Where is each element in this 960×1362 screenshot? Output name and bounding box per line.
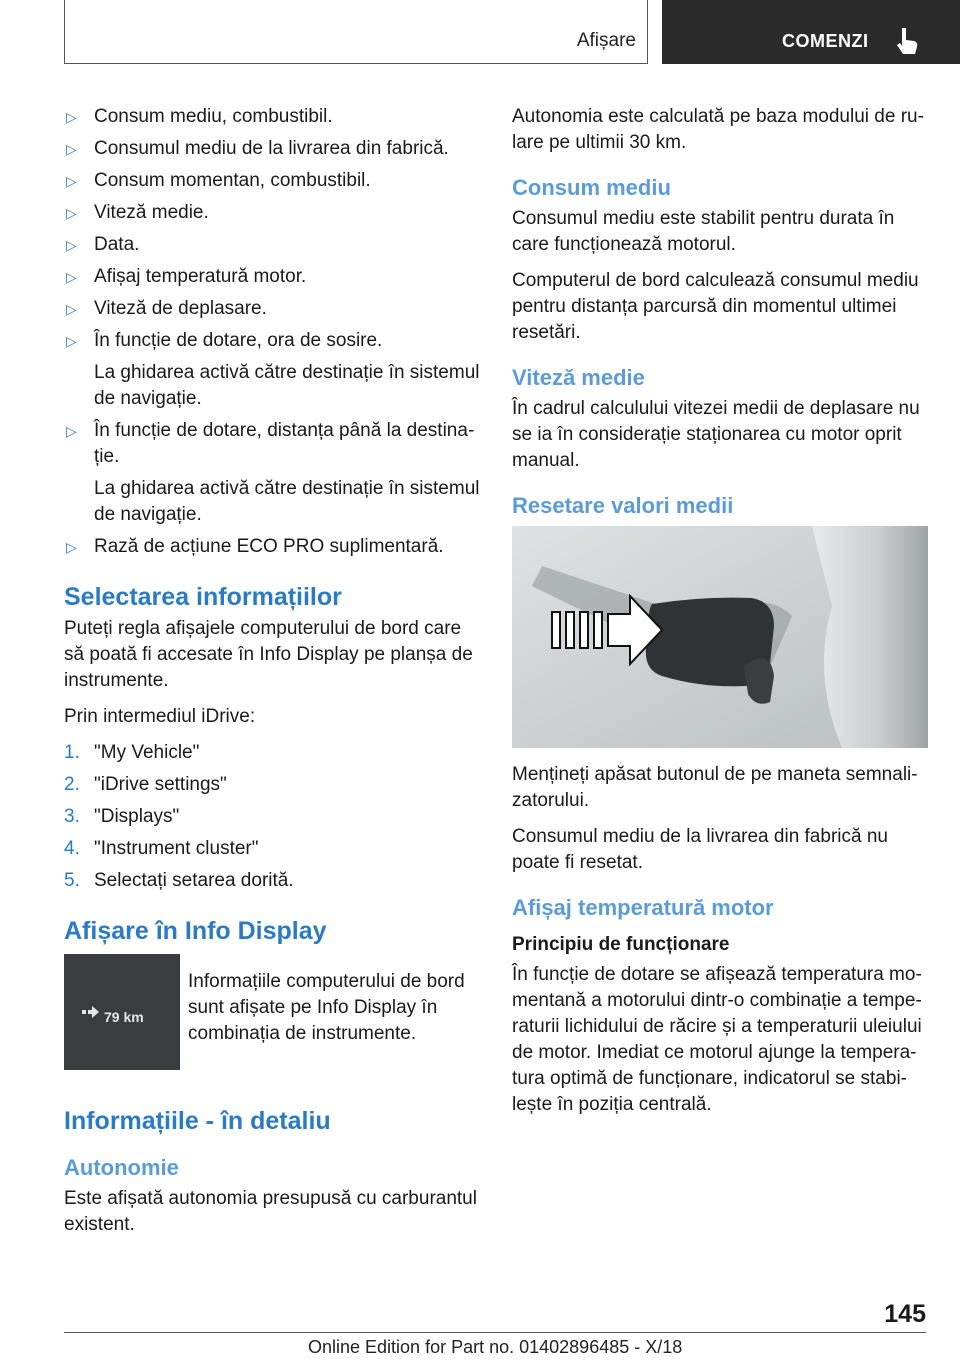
triangle-bullet-icon: ▷ bbox=[66, 109, 77, 125]
list-item-text: Viteză de deplasare. bbox=[94, 298, 267, 319]
list-item-text: Data. bbox=[94, 234, 140, 255]
list-item-subtext: La ghidarea activă către destinație în sistemul de navigație. bbox=[94, 362, 480, 409]
display-range-value: 79 km bbox=[104, 1009, 144, 1025]
step-text: "My Vehicle" bbox=[94, 742, 200, 763]
paragraph: Informațiile computerului de bord sunt afișate pe Info Display în combinația de instrumente. bbox=[188, 971, 465, 1044]
list-item bbox=[64, 868, 480, 894]
list-item-text: În funcție de dotare, distanța până la destinație. bbox=[94, 420, 475, 467]
header-box bbox=[64, 0, 648, 64]
header-section-title: Afișare bbox=[576, 30, 636, 51]
range-arrow-icon bbox=[82, 1006, 100, 1018]
list-item bbox=[64, 296, 480, 322]
right-column bbox=[512, 104, 928, 1128]
step-number: 3. bbox=[64, 806, 80, 827]
list-item bbox=[64, 168, 480, 194]
hand-pointer-icon bbox=[894, 26, 922, 56]
list-item-text: Afișaj temperatură motor. bbox=[94, 266, 307, 287]
list-item-text: În funcție de dotare, ora de sosire. bbox=[94, 330, 383, 351]
info-display-block bbox=[64, 954, 480, 1084]
paragraph: În cadrul calculului vitezei medii de deplasare nu se ia în considerație staționarea cu motor oprit manual. bbox=[512, 398, 920, 471]
paragraph: Autonomia este calculată pe baza modului de rulare pe ultimii 30 km. bbox=[512, 106, 924, 153]
step-text: "Displays" bbox=[94, 806, 180, 827]
list-item-text: Viteză medie. bbox=[94, 202, 209, 223]
bullet-list bbox=[64, 104, 480, 560]
list-item bbox=[64, 804, 480, 830]
step-text: "iDrive settings" bbox=[94, 774, 227, 795]
list-item-text: Consum mediu, combustibil. bbox=[94, 106, 333, 127]
step-number: 1. bbox=[64, 742, 80, 763]
list-item-text: Consum momentan, combustibil. bbox=[94, 170, 371, 191]
footer-divider bbox=[64, 1332, 926, 1333]
triangle-bullet-icon: ▷ bbox=[66, 301, 77, 317]
list-item-text: Consumul mediu de la livrarea din fabrică. bbox=[94, 138, 449, 159]
paragraph: În funcție de dotare se afișează temperatura momentană a motorului dintr-o combinație a temperaturii lichidului de răcire și a temperaturii uleiului de motor. Imediat ce motorul ajunge la temperatura optimă de funcționare, indicatorul se stabilește în poziția centrală. bbox=[512, 964, 922, 1115]
list-item bbox=[64, 200, 480, 226]
heading-detail: Informațiile - în detaliu bbox=[64, 1107, 331, 1135]
triangle-bullet-icon: ▷ bbox=[66, 237, 77, 253]
paragraph: Mențineți apăsat butonul de pe maneta semnalizatorului. bbox=[512, 764, 918, 811]
list-item bbox=[64, 534, 480, 560]
heading-resetare: Resetare valori medii bbox=[512, 493, 734, 518]
list-item bbox=[64, 264, 480, 290]
paragraph: Puteți regla afișajele computerului de bord care să poată fi accesate în Info Display pe planșa de instrumente. bbox=[64, 618, 473, 691]
paragraph: Este afișată autonomia presupusă cu carburantul existent. bbox=[64, 1188, 477, 1235]
list-item bbox=[64, 836, 480, 862]
steps-list bbox=[64, 740, 480, 894]
header-tab-label: COMENZI bbox=[782, 31, 869, 51]
triangle-bullet-icon: ▷ bbox=[66, 173, 77, 189]
list-item bbox=[64, 772, 480, 798]
info-display-image bbox=[64, 954, 180, 1070]
heading-autonomie: Autonomie bbox=[64, 1155, 179, 1180]
triangle-bullet-icon: ▷ bbox=[66, 205, 77, 221]
triangle-bullet-icon: ▷ bbox=[66, 269, 77, 285]
list-item bbox=[64, 104, 480, 130]
heading-temperatura: Afișaj temperatură motor bbox=[512, 895, 774, 920]
paragraph: Consumul mediu de la livrarea din fabrică nu poate fi resetat. bbox=[512, 826, 888, 873]
list-item bbox=[64, 418, 480, 528]
lever-illustration bbox=[512, 526, 928, 748]
triangle-bullet-icon: ▷ bbox=[66, 423, 77, 439]
list-item bbox=[64, 232, 480, 258]
heading-info-display: Afișare în Info Display bbox=[64, 917, 327, 945]
page-number: 145 bbox=[884, 1300, 926, 1328]
list-item bbox=[64, 136, 480, 162]
list-item bbox=[64, 740, 480, 766]
step-number: 4. bbox=[64, 838, 80, 859]
heading-principiu: Principiu de funcționare bbox=[512, 934, 730, 955]
list-item-text: Rază de acțiune ECO PRO suplimentară. bbox=[94, 536, 444, 557]
step-number: 5. bbox=[64, 870, 80, 891]
step-text: Selectați setarea dorită. bbox=[94, 870, 294, 891]
triangle-bullet-icon: ▷ bbox=[66, 539, 77, 555]
heading-consum-mediu: Consum mediu bbox=[512, 175, 671, 200]
triangle-bullet-icon: ▷ bbox=[66, 333, 77, 349]
list-item bbox=[64, 328, 480, 412]
paragraph: Prin intermediul iDrive: bbox=[64, 706, 256, 727]
heading-viteza-medie: Viteză medie bbox=[512, 365, 645, 390]
left-column bbox=[64, 104, 480, 1248]
list-item-subtext: La ghidarea activă către destinație în sistemul de navigație. bbox=[94, 478, 480, 525]
step-text: "Instrument cluster" bbox=[94, 838, 259, 859]
triangle-bullet-icon: ▷ bbox=[66, 141, 77, 157]
turn-signal-lever-photo bbox=[512, 526, 928, 748]
heading-select-info: Selectarea informațiilor bbox=[64, 583, 342, 611]
step-number: 2. bbox=[64, 774, 80, 795]
paragraph: Consumul mediu este stabilit pentru durata în care funcționează motorul. bbox=[512, 208, 895, 255]
footer-edition: Online Edition for Part no. 01402896485 - X/18 bbox=[308, 1337, 683, 1357]
header-tab bbox=[662, 0, 960, 64]
paragraph: Computerul de bord calculează consumul mediu pentru distanța parcursă din momentul ultimei resetări. bbox=[512, 270, 919, 343]
